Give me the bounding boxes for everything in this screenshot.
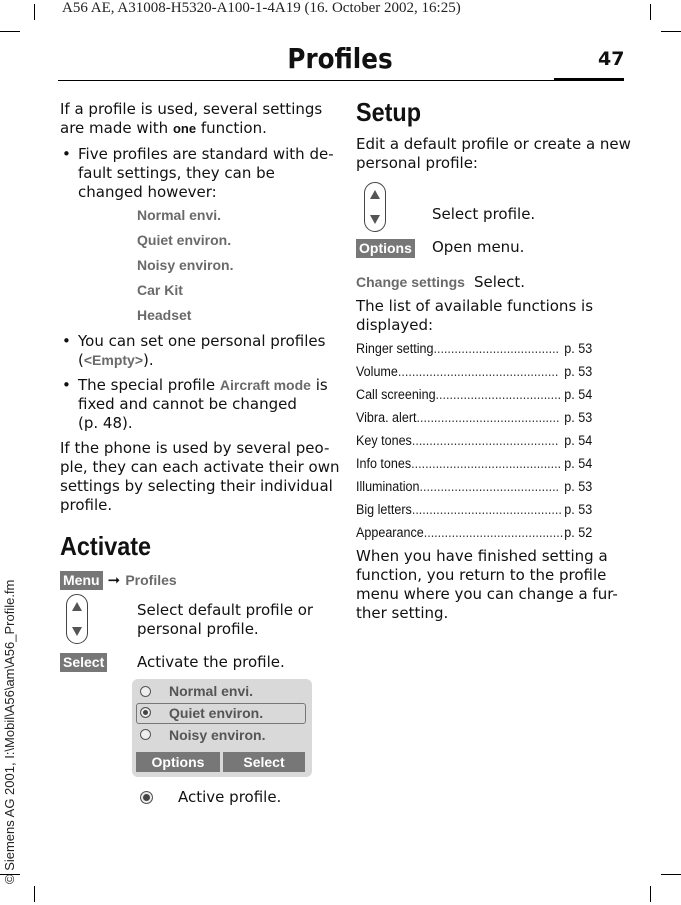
- display-item: Noisy environ.: [169, 727, 266, 743]
- arrow-up-icon: [370, 190, 380, 199]
- crop-mark: [0, 31, 20, 32]
- function-list-item[interactable]: [356, 456, 592, 471]
- intro-line: [60, 119, 267, 139]
- bullet-dot: •: [62, 376, 71, 394]
- leader-dots: ..............................................: [397, 364, 559, 379]
- page-number-rule: [554, 78, 624, 81]
- text-span: are made with: [60, 119, 173, 137]
- paragraph-line: profile.: [60, 496, 113, 514]
- function-list-item[interactable]: [356, 502, 592, 517]
- arrow-down-icon: [72, 627, 82, 636]
- leader-dots: ..........................................: [411, 433, 559, 448]
- paragraph-line: ple, they can each activate their own: [60, 458, 340, 476]
- one-function-term: one: [172, 121, 197, 136]
- change-settings-term: Change settings: [356, 274, 465, 290]
- menu-path: [60, 570, 177, 590]
- display-item: Quiet environ.: [169, 705, 264, 721]
- display-item: Normal envi.: [169, 683, 254, 699]
- page-reference[interactable]: (p. 48).: [78, 414, 133, 432]
- change-settings-line: [356, 272, 525, 293]
- function-name: Ringer setting: [356, 341, 434, 356]
- bullet-dot: •: [62, 332, 71, 350]
- function-list-item[interactable]: [356, 364, 592, 379]
- options-softkey: Options: [356, 239, 415, 258]
- function-page-ref[interactable]: p. 54: [564, 456, 593, 471]
- options-instruction: Open menu.: [432, 238, 525, 256]
- function-page-ref[interactable]: p. 54: [564, 433, 593, 448]
- arrow-up-icon: [72, 602, 82, 611]
- leader-dots: .........................................: [416, 410, 560, 425]
- list-intro: The list of available functions is: [356, 297, 594, 315]
- crop-mark: [34, 4, 35, 20]
- leader-dots: ...........................................: [411, 502, 562, 517]
- crop-mark: [650, 4, 651, 20]
- aircraft-mode-term: Aircraft mode: [219, 377, 311, 393]
- bullet-line: fixed and cannot be changed: [78, 395, 297, 413]
- leader-dots: ....................................: [433, 341, 560, 356]
- select-instruction: Activate the profile.: [137, 653, 285, 671]
- nav-instruction: Select profile.: [432, 205, 536, 223]
- setup-heading: Setup: [356, 97, 422, 127]
- bullet-line: changed however:: [78, 183, 217, 201]
- active-profile-text: Active profile.: [178, 788, 282, 806]
- leader-dots: ........................................: [419, 479, 560, 494]
- closing-line: menu where you can change a fur-: [356, 585, 618, 603]
- bullet-dot: •: [62, 145, 71, 163]
- function-page-ref[interactable]: p. 52: [564, 525, 593, 540]
- function-list-item[interactable]: [356, 341, 592, 356]
- empty-profile-term: <Empty>: [83, 352, 143, 368]
- std-profile-item: Car Kit: [137, 282, 183, 298]
- crop-mark: [650, 886, 651, 902]
- display-softkey-options: Options: [136, 752, 220, 772]
- function-list-item[interactable]: [356, 479, 592, 494]
- radio-off-icon: [140, 686, 151, 697]
- text-span: is: [310, 376, 328, 394]
- std-profile-item: Normal envi.: [137, 207, 222, 223]
- function-page-ref[interactable]: p. 53: [564, 479, 593, 494]
- function-name: Vibra. alert: [356, 410, 417, 425]
- function-list-item[interactable]: [356, 525, 592, 540]
- leader-dots: ....................................: [435, 387, 562, 402]
- text-span: ).: [143, 351, 154, 369]
- navigation-key-icon: [364, 182, 386, 232]
- menu-softkey: Menu: [60, 571, 103, 590]
- page-number: 47: [598, 48, 625, 70]
- function-page-ref[interactable]: p. 53: [564, 502, 593, 517]
- function-list-item[interactable]: [356, 387, 592, 402]
- closing-line: ther setting.: [356, 604, 449, 622]
- intro-line: If a profile is used, several settings: [60, 100, 323, 118]
- paragraph-line: If the phone is used by several peo-: [60, 439, 330, 457]
- std-profile-item: Headset: [137, 307, 192, 323]
- function-name: Appearance: [356, 525, 424, 540]
- leader-dots: ...........................................: [411, 456, 562, 471]
- copyright-side-note: © Siemens AG 2001, I:\Mobil\A56\am\A56_Profile.fm: [2, 579, 17, 884]
- function-name: Info tones: [356, 456, 412, 471]
- radio-on-icon: [140, 707, 151, 718]
- navigation-key-icon: [66, 594, 88, 644]
- function-page-ref[interactable]: p. 53: [564, 410, 593, 425]
- function-page-ref[interactable]: p. 54: [564, 387, 593, 402]
- display-softkey-select: Select: [223, 752, 305, 772]
- crop-mark: [661, 874, 681, 875]
- leader-dots: ........................................: [423, 525, 564, 540]
- closing-line: function, you return to the profile: [356, 566, 607, 584]
- arrow-icon: ➞: [107, 571, 121, 589]
- function-name: Call screening: [356, 387, 436, 402]
- running-head: A56 AE, A31008-H5320-A100-1-4A19 (16. October 2002, 16:25): [62, 0, 461, 16]
- text-span: (: [78, 351, 84, 369]
- bullet-line: You can set one personal profiles: [78, 332, 326, 350]
- std-profile-item: Quiet environ.: [137, 232, 232, 248]
- function-name: Key tones: [356, 433, 412, 448]
- function-list-item[interactable]: [356, 433, 592, 448]
- bullet-line: Five profiles are standard with de-: [78, 145, 334, 163]
- page-title: Profiles: [287, 42, 393, 75]
- function-name: Illumination: [356, 479, 420, 494]
- crop-mark: [661, 31, 681, 32]
- radio-off-icon: [140, 729, 151, 740]
- nav-instruction: Select default profile or: [137, 601, 314, 619]
- crop-mark: [34, 886, 35, 902]
- bullet-line: [78, 376, 328, 396]
- closing-line: When you have finished setting a: [356, 547, 608, 565]
- nav-instruction: personal profile.: [137, 620, 259, 638]
- function-name: Volume: [356, 364, 398, 379]
- setup-intro: personal profile:: [356, 154, 478, 172]
- arrow-down-icon: [370, 215, 380, 224]
- text-span: Select.: [474, 273, 526, 291]
- text-span: function.: [196, 119, 267, 137]
- text-span: The special profile: [78, 376, 220, 394]
- function-list-item[interactable]: [356, 410, 592, 425]
- menu-target: Profiles: [125, 572, 177, 588]
- function-page-ref[interactable]: p. 53: [564, 364, 593, 379]
- function-name: Big letters: [356, 502, 412, 517]
- phone-display: [132, 679, 312, 777]
- list-intro: displayed:: [356, 316, 434, 334]
- active-profile-icon: [140, 791, 153, 804]
- function-page-ref[interactable]: p. 53: [564, 341, 593, 356]
- activate-heading: Activate: [60, 531, 152, 561]
- bullet-line: [78, 351, 154, 371]
- std-profile-item: Noisy environ.: [137, 257, 234, 273]
- setup-intro: Edit a default profile or create a new: [356, 135, 631, 153]
- paragraph-line: settings by selecting their individual: [60, 477, 333, 495]
- bullet-line: fault settings, they can be: [78, 164, 275, 182]
- title-rule: [58, 80, 558, 81]
- select-softkey: Select: [60, 653, 107, 672]
